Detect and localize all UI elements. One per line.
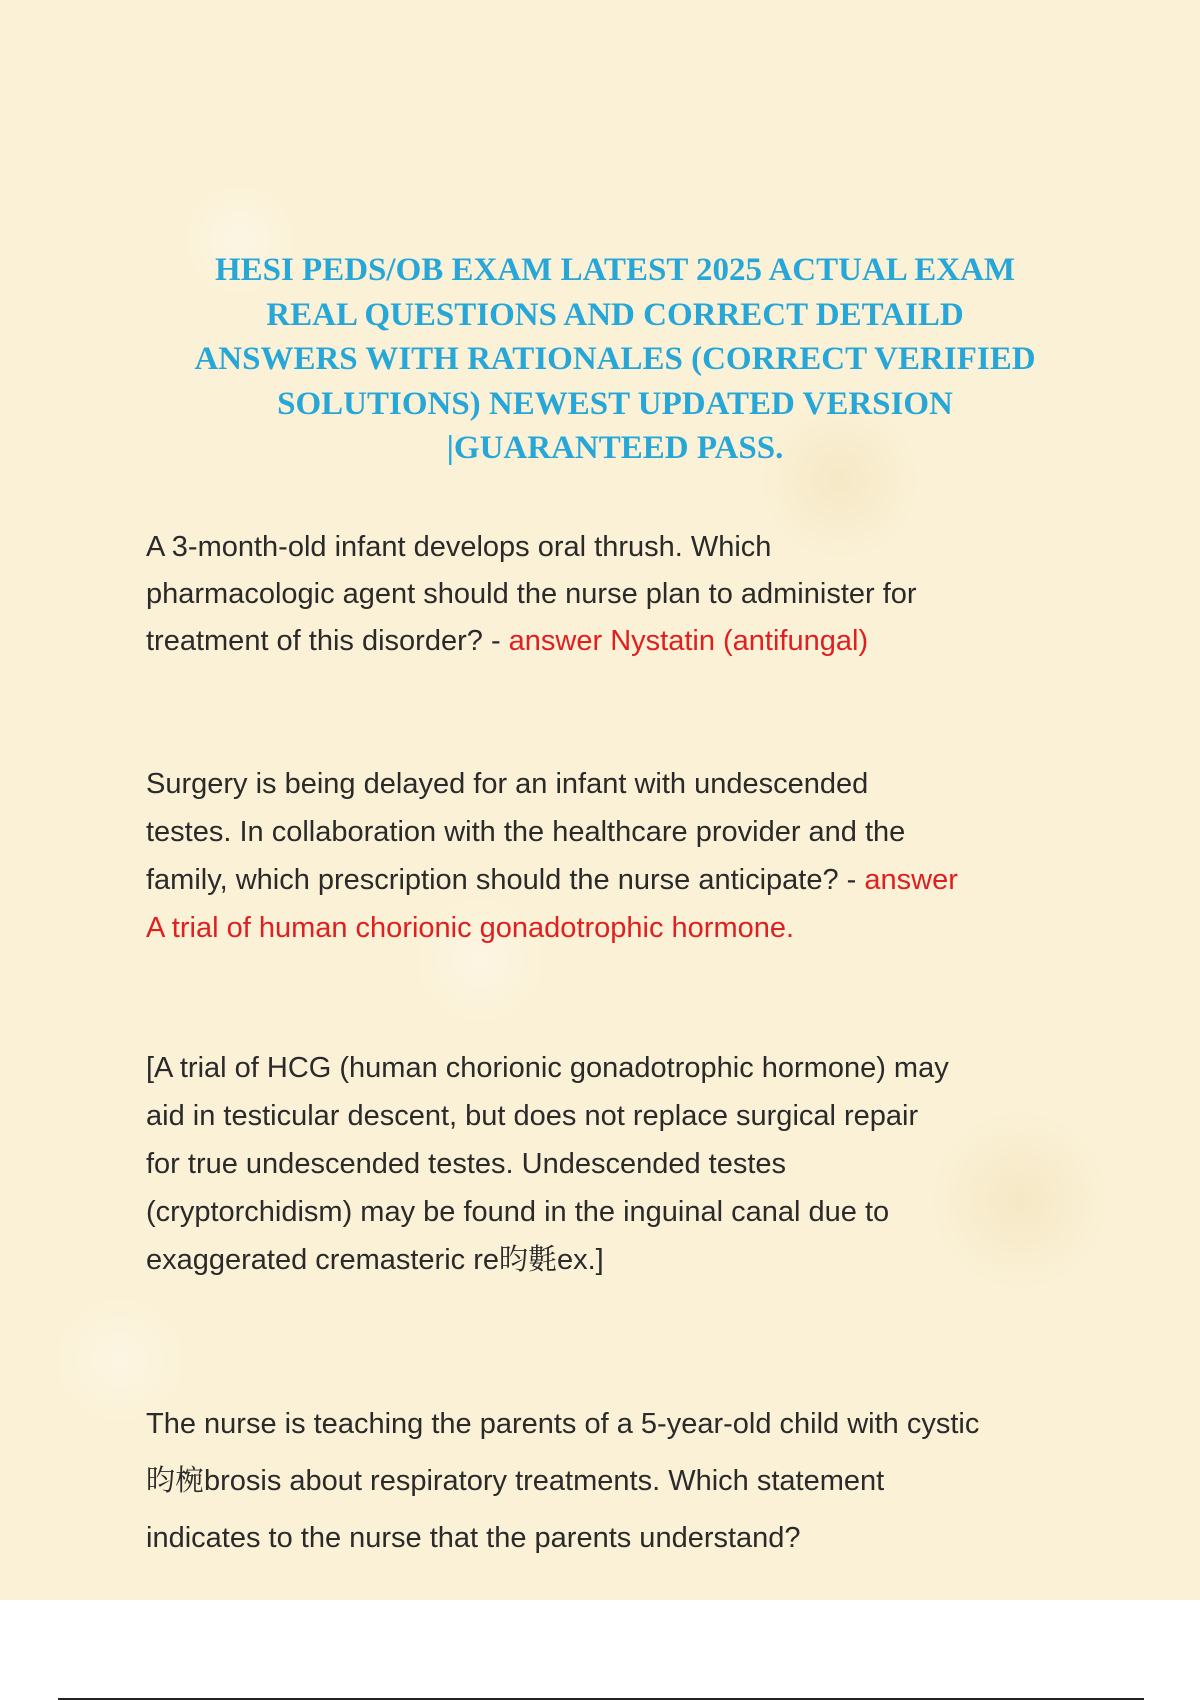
rationale-line: aid in testicular descent, but does not replace surgical repair	[146, 1100, 919, 1132]
question-line: Surgery is being delayed for an infant with undescended	[146, 768, 869, 800]
question-3	[146, 1396, 979, 1567]
answer-text: answer Nystatin (antifungal)	[508, 625, 869, 657]
rationale-paragraph	[146, 1044, 949, 1284]
title-line: REAL QUESTIONS AND CORRECT DETAILD	[266, 296, 964, 333]
question-text: family, which prescription should the nurse anticipate? -	[146, 864, 865, 896]
question-line: The nurse is teaching the parents of a 5-year-old child with cystic	[146, 1408, 980, 1440]
title-line: SOLUTIONS) NEWEST UPDATED VERSION	[277, 385, 953, 422]
rationale-line: exaggerated cremasteric re昀氀ex.]	[146, 1244, 604, 1276]
question-line: pharmacologic agent should the nurse plan to administer for	[146, 578, 917, 610]
answer-label: answer	[864, 864, 958, 896]
question-line: testes. In collaboration with the healthcare provider and the	[146, 816, 906, 848]
title-line: ANSWERS WITH RATIONALES (CORRECT VERIFIED	[194, 341, 1036, 377]
question-1	[146, 524, 917, 665]
question-line-with-answer	[146, 618, 917, 665]
answer-text: A trial of human chorionic gonadotrophic hormone.	[146, 912, 795, 944]
rationale-line: (cryptorchidism) may be found in the inguinal canal due to	[146, 1196, 890, 1228]
rationale-line: [A trial of HCG (human chorionic gonadotrophic hormone) may	[146, 1052, 949, 1084]
rationale-line: for true undescended testes. Undescended testes	[146, 1148, 787, 1180]
question-2	[146, 760, 958, 952]
title-line: |GUARANTEED PASS.	[446, 430, 784, 466]
question-line-with-answer	[146, 856, 958, 904]
title-line: HESI PEDS/OB EXAM LATEST 2025 ACTUAL EXAM	[214, 252, 1016, 288]
question-line: indicates to the nurse that the parents understand?	[146, 1522, 801, 1554]
question-text: treatment of this disorder? -	[146, 625, 509, 657]
question-line: A 3-month-old infant develops oral thrush. Which	[146, 531, 772, 563]
document-title	[140, 248, 1090, 471]
question-line: 昀椀brosis about respiratory treatments. Which statement	[146, 1465, 885, 1497]
